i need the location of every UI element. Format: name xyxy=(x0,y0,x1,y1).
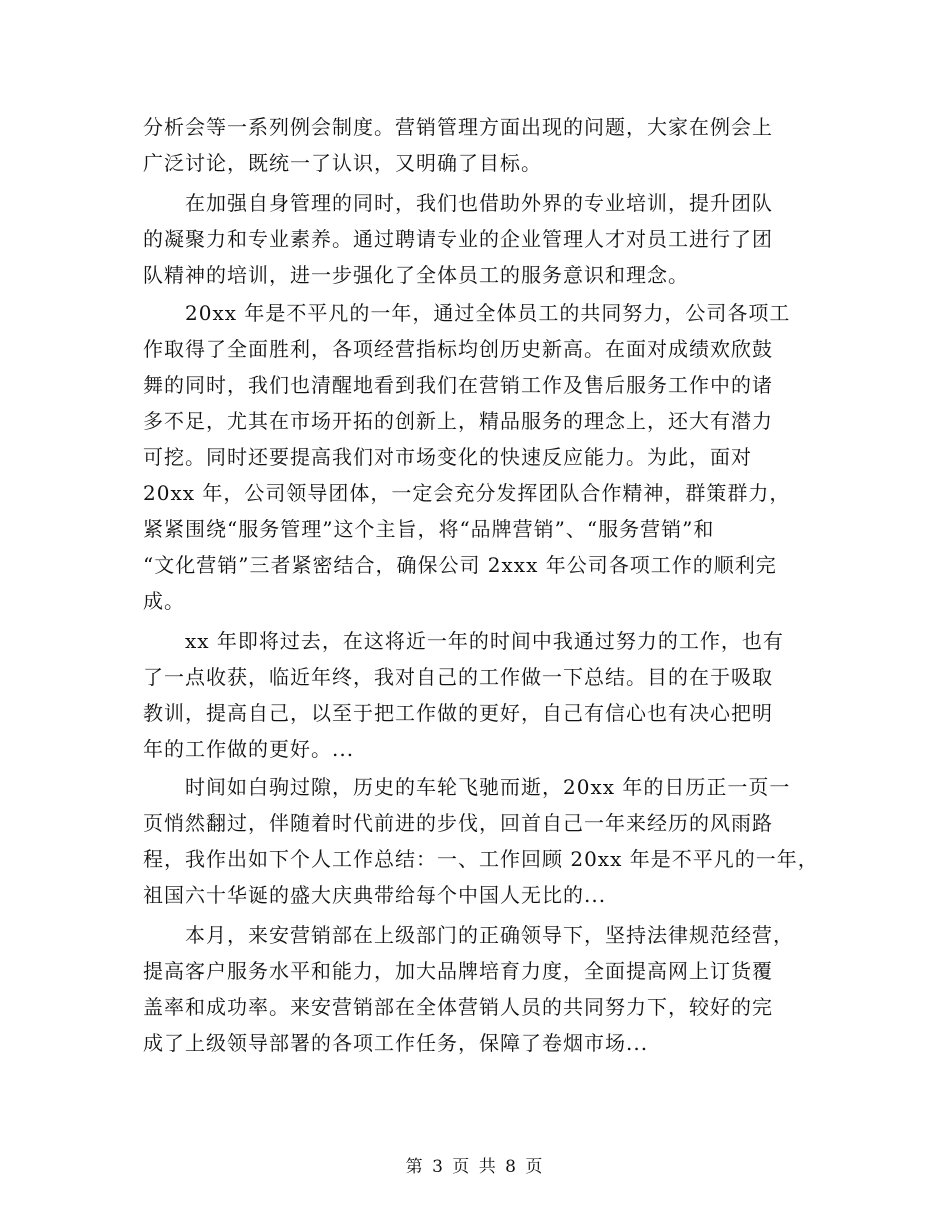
text-line: 20xx 年，公司领导团体，一定会充分发挥团队合作精神，群策群力， xyxy=(143,481,791,505)
text-line: 在加强自身管理的同时，我们也借助外界的专业培训，提升团队 xyxy=(185,191,773,215)
text-line: 本月，来安营销部在上级部门的正确领导下，坚持法律规范经营， xyxy=(185,923,794,947)
text-line: 舞的同时，我们也清醒地看到我们在营销工作及售后服务工作中的诸 xyxy=(143,373,773,397)
text-line: 祖国六十华诞的盛大庆典带给每个中国人无比的... xyxy=(143,883,607,907)
text-line: 程，我作出如下个人工作总结：一、工作回顾 20xx 年是不平凡的一年， xyxy=(143,847,819,871)
text-line: 的凝聚力和专业素养。通过聘请专业的企业管理人才对员工进行了团 xyxy=(143,227,773,251)
text-line: 盖率和成功率。来安营销部在全体营销人员的共同努力下，较好的完 xyxy=(143,995,773,1019)
text-line: 年的工作做的更好。... xyxy=(143,737,355,761)
text-line: 提高客户服务水平和能力，加大品牌培育力度，全面提高网上订货覆 xyxy=(143,959,773,983)
text-line: 可挖。同时还要提高我们对市场变化的快速反应能力。为此，面对 xyxy=(143,445,752,469)
page-number-footer: 第 3 页 共 8 页 xyxy=(405,1157,545,1177)
text-line: “文化营销”三者紧密结合，确保公司 2xxx 年公司各项工作的顺利完 xyxy=(143,553,777,577)
text-line: 作取得了全面胜利，各项经营指标均创历史新高。在面对成绩欢欣鼓 xyxy=(143,337,773,361)
text-line: 20xx 年是不平凡的一年，通过全体员工的共同努力，公司各项工 xyxy=(185,301,791,325)
text-line: 队精神的培训，进一步强化了全体员工的服务意识和理念。 xyxy=(143,263,689,287)
text-line: 多不足，尤其在市场开拓的创新上，精品服务的理念上，还大有潜力 xyxy=(143,409,773,433)
text-line: xx 年即将过去，在这将近一年的时间中我通过努力的工作，也有 xyxy=(185,629,784,653)
text-line: 了一点收获，临近年终，我对自己的工作做一下总结。目的在于吸取 xyxy=(143,665,773,689)
text-line: 成了上级领导部署的各项工作任务，保障了卷烟市场... xyxy=(143,1031,649,1055)
text-line: 分析会等一系列例会制度。营销管理方面出现的问题，大家在例会上 xyxy=(143,115,773,139)
text-line: 广泛讨论，既统一了认识，又明确了目标。 xyxy=(143,151,542,175)
text-line: 页悄然翻过，伴随着时代前进的步伐，回首自己一年来经历的风雨路 xyxy=(143,811,773,835)
text-line: 紧紧围绕“服务管理”这个主旨，将“品牌营销”、“服务营销”和 xyxy=(143,517,715,541)
text-line: 成。 xyxy=(143,589,185,613)
text-line: 教训，提高自己，以至于把工作做的更好，自己有信心也有决心把明 xyxy=(143,701,773,725)
text-line: 时间如白驹过隙，历史的车轮飞驰而逝，20xx 年的日历正一页一 xyxy=(185,775,791,799)
